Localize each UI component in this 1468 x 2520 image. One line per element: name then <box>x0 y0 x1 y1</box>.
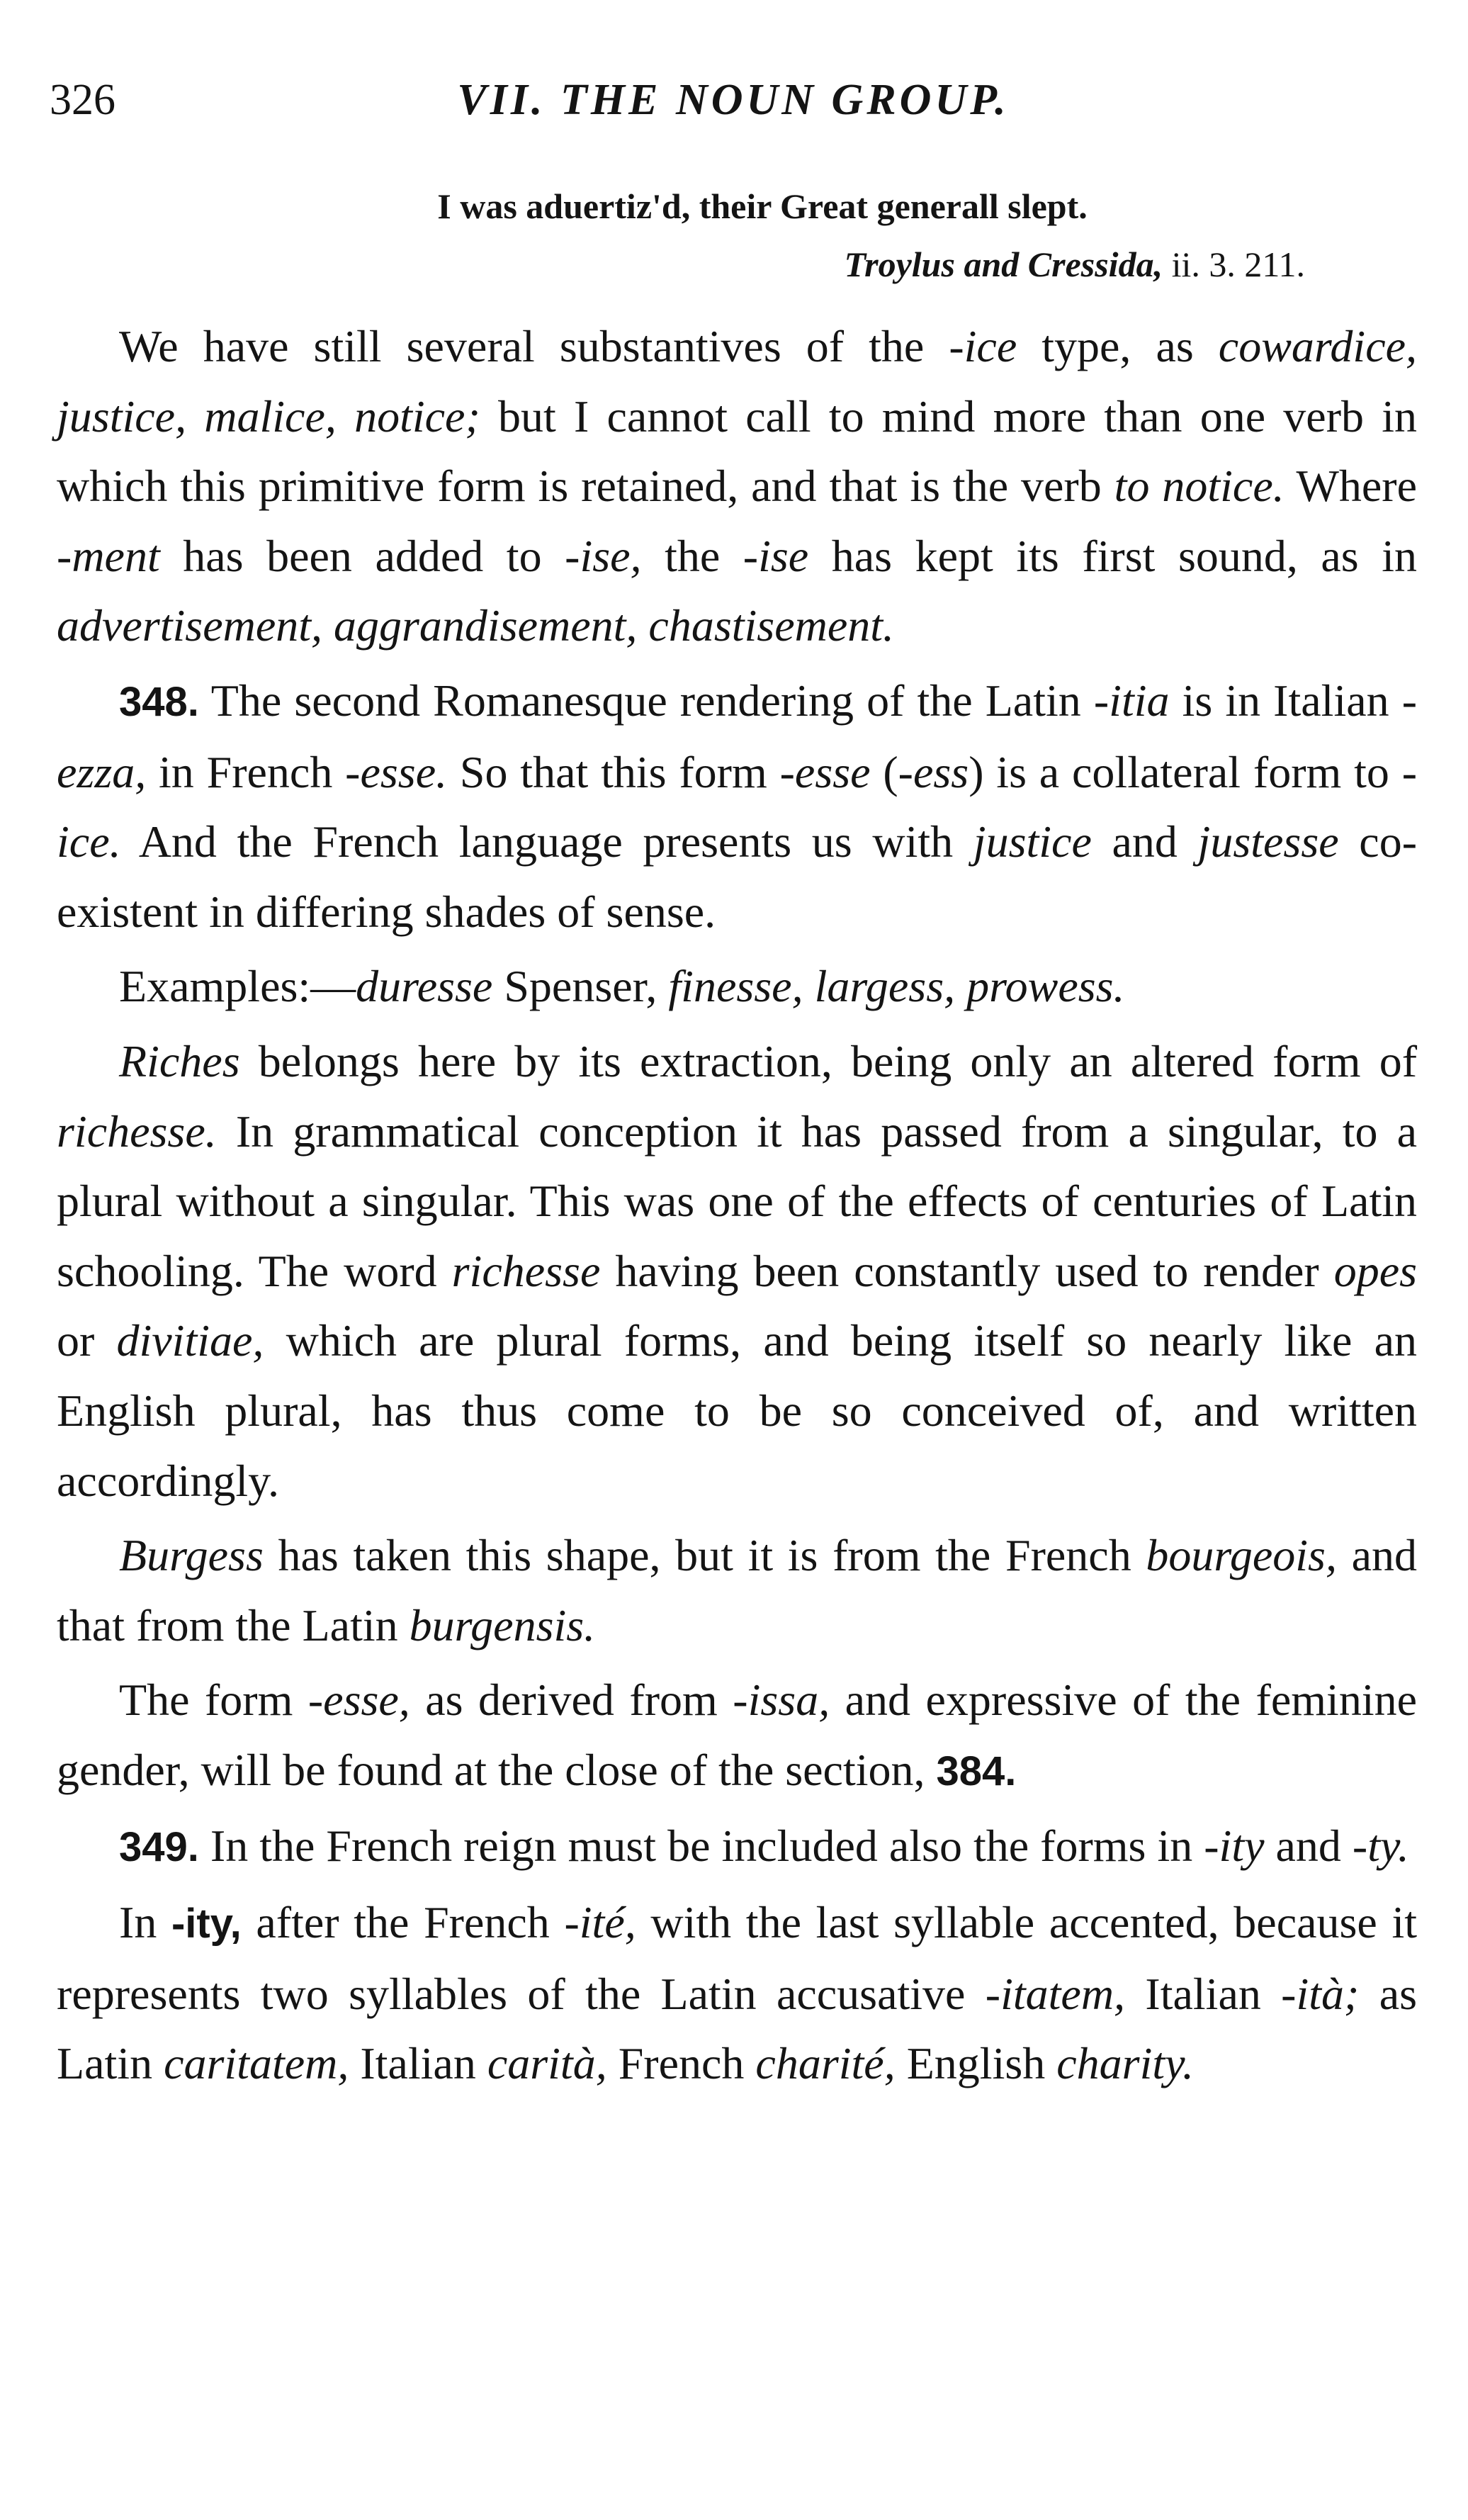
text-run: In <box>119 1897 171 1948</box>
page-number: 326 <box>50 76 115 124</box>
italic-term: caritatem, <box>164 2038 349 2089</box>
text-run: So that this form <box>447 746 780 797</box>
quote-citation <box>0 235 1468 293</box>
section-reference: 384. <box>936 1748 1017 1794</box>
text-run: but I cannot call to mind more than one verb in which this primitive form is retained, and that is the verb <box>57 390 1418 512</box>
section-number: 348. <box>119 678 199 725</box>
paragraph-349 <box>57 1811 1417 1883</box>
italic-term: -esse, <box>307 1675 410 1726</box>
paragraph-ity <box>57 1888 1417 2099</box>
text-run: English <box>895 2038 1057 2089</box>
italic-term: richesse. <box>57 1106 217 1157</box>
italic-term: -itatem, <box>985 1968 1126 2019</box>
section-number: 349. <box>119 1824 199 1871</box>
text-run: Italian <box>1125 1968 1282 2019</box>
text-run: French <box>606 2038 756 2089</box>
italic-term: -ice. <box>57 746 1418 867</box>
italic-term: carità, <box>487 2038 607 2089</box>
italic-term: Riches <box>119 1035 240 1086</box>
text-run: type, as <box>1017 321 1219 371</box>
text-run: belongs here by its extraction, being only an altered form of <box>239 1035 1417 1086</box>
text-run: after the French <box>241 1897 565 1948</box>
text-run: The form <box>119 1675 308 1726</box>
text-run: In the French reign must be included also the forms in <box>198 1821 1204 1872</box>
citation-ref: ii. 3. 211. <box>1163 244 1305 284</box>
italic-term: opes <box>1333 1245 1418 1296</box>
text-run: has kept its first sound, as in <box>808 530 1418 581</box>
text-run: in French <box>146 746 346 797</box>
italic-term: richesse <box>451 1245 601 1296</box>
italic-term: justesse <box>1197 816 1339 867</box>
italic-term: charity. <box>1056 2038 1194 2089</box>
text-run: and <box>1091 816 1198 867</box>
text-run: which are plural forms, and being itself so nearly like an English plural, has thus come to be so conceived of, and written accordingly. <box>57 1315 1417 1506</box>
italic-term: divitiae, <box>116 1315 264 1366</box>
italic-term: Burgess <box>119 1530 264 1581</box>
paragraph-348 <box>57 666 1417 947</box>
italic-term: -ty. <box>1352 1821 1409 1872</box>
text-run: as Latin <box>57 1968 1417 2089</box>
italic-term: burgensis. <box>409 1599 596 1650</box>
text-run: the <box>641 530 743 581</box>
italic-term: -esse <box>779 746 871 797</box>
italic-term: advertisement, aggrandisement, chastisement. <box>57 600 894 651</box>
italic-term: -ment <box>57 530 160 581</box>
text-run: or <box>57 1315 117 1366</box>
paragraph-ice-type <box>57 312 1417 661</box>
paragraph-form-esse <box>57 1665 1417 1806</box>
text-run: is in Italian <box>1169 675 1402 726</box>
italic-term: -ice <box>949 321 1017 371</box>
text-run: has taken this shape, but it is from the French <box>263 1530 1146 1581</box>
italic-term: duresse <box>356 961 493 1012</box>
paragraph-examples <box>57 952 1417 1022</box>
italic-term: cowardice, justice, malice, notice; <box>57 321 1418 441</box>
italic-term: -ise <box>743 530 809 581</box>
paragraph-burgess <box>57 1521 1417 1660</box>
text-run: ( <box>870 746 898 797</box>
italic-term: -ezza, <box>57 675 1418 797</box>
text-run: as derived from <box>410 1675 733 1726</box>
italic-term: justice <box>973 816 1092 867</box>
italic-term: finesse, largess, prowess. <box>668 961 1125 1012</box>
text-run: with the last syllable accented, because it represents two syllables of the Latin accusative <box>57 1897 1418 2019</box>
text-run: has been added to <box>159 530 565 581</box>
italic-term: -issa, <box>733 1675 830 1726</box>
page-header <box>50 68 1417 132</box>
paragraph-riches <box>57 1027 1417 1516</box>
text-run: Where <box>1284 461 1418 512</box>
text-run: and that from the Latin <box>57 1530 1417 1650</box>
text-run: In grammatical conception it has passed from a singular, to a plural without a singular. This was one of the effects of centuries of Latin schooling. The word <box>57 1106 1417 1296</box>
text-run: And the French language presents us with <box>120 816 973 867</box>
text-run: and expressive of the feminine gender, will be found at the close of the section, <box>57 1675 1418 1795</box>
body-text <box>57 312 1417 2099</box>
text-run: Examples:— <box>119 961 356 1012</box>
italic-term: to notice. <box>1114 461 1284 512</box>
text-run: Spenser, <box>492 961 669 1012</box>
italic-term: -ise, <box>565 530 642 581</box>
running-head: VII. THE NOUN GROUP. <box>457 76 1010 124</box>
italic-term: -ità; <box>1281 1968 1360 2019</box>
text-run: ) is a collateral form to <box>969 746 1402 797</box>
italic-term: -esse. <box>345 746 448 797</box>
text-run: having been constantly used to render <box>600 1245 1334 1296</box>
text-run: The second Romanesque rendering of the Latin <box>198 675 1094 726</box>
text-run: co-existent in differing shades of sense. <box>57 816 1418 937</box>
epigraph-quote <box>0 177 1468 293</box>
italic-term: -ess <box>898 746 969 797</box>
bold-term: -ity, <box>171 1901 242 1947</box>
citation-title: Troylus and Cressida, <box>844 244 1163 284</box>
text-run: We have still several substantives of the <box>119 321 949 371</box>
italic-term: -ity <box>1204 1821 1265 1872</box>
italic-term: -itia <box>1093 675 1170 726</box>
quote-line: I was aduertiz'd, their Great generall slept. <box>437 186 1088 226</box>
italic-term: -ité, <box>564 1897 636 1948</box>
italic-term: charité, <box>755 2038 896 2089</box>
italic-term: bourgeois, <box>1146 1530 1337 1581</box>
text-run: Italian <box>349 2038 487 2089</box>
text-run: and <box>1264 1821 1353 1872</box>
